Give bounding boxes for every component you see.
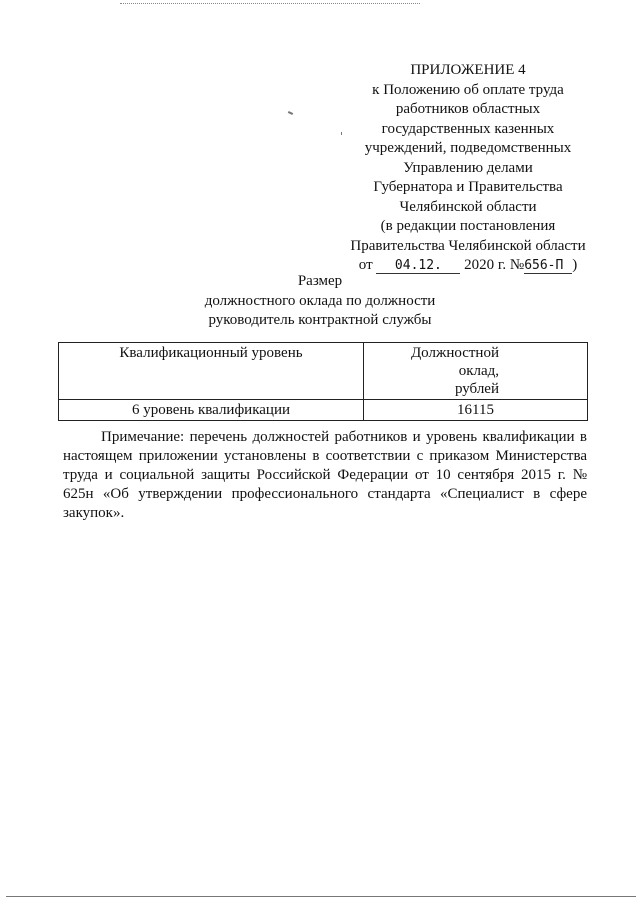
salary-table [58,342,588,421]
heading-line: руководитель контрактной службы [208,312,432,328]
resolution-number: 656-П [524,258,572,274]
heading-line: Размер [297,273,343,289]
document-heading [120,272,520,331]
appendix-line: учреждений, подведомственных [364,140,572,156]
appendix-line: к Положению об оплате труда [372,81,564,98]
resolution-date: 04.12. [376,258,460,274]
date-prefix: от [358,257,373,273]
column-header-level: Квалификационный уровень [59,343,364,400]
date-suffix: ) [572,257,578,273]
heading-line: должностного оклада по должности [204,292,436,309]
appendix-line: работников областных [395,101,541,117]
scan-artifact-bottom [6,896,636,897]
scan-speck [288,111,293,115]
appendix-line: государственных казенных [381,120,555,137]
note-block [63,428,587,523]
appendix-header [318,61,618,276]
table-header-row [59,343,588,400]
note-text: Примечание: перечень должностей работников и уровень квалификации в настоящем приложении установлены в соответствии с приказом Министерства труда и социальной защиты Российской Федерации от 10 сентября 2015 г. № 625н «Об утверждении профессионального стандарта «Специалист в сфере закупок». [63,429,587,521]
appendix-line: Губернатора и Правительства [373,179,563,195]
appendix-line: Правительства Челябинской области [350,237,586,254]
appendix-line: Челябинской области [399,198,537,215]
qualification-level-cell: 6 уровень квалификации [59,400,364,421]
scan-artifact-top [120,3,420,6]
salary-cell: 16115 [364,400,588,421]
date-year: 2020 г. № [464,257,525,273]
appendix-line: Управлению делами [403,159,533,176]
appendix-line: (в редакции постановления [380,218,556,234]
table-row [59,400,588,421]
appendix-title: ПРИЛОЖЕНИЕ 4 [410,62,526,78]
column-header-salary: Должностной оклад, рублей [364,343,588,400]
